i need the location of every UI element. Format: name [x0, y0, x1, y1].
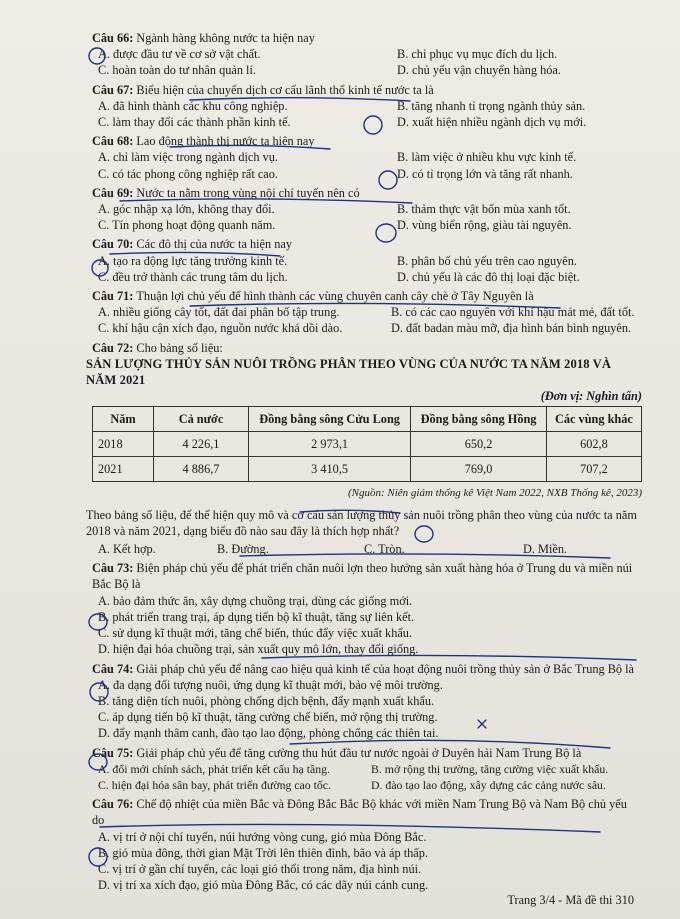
- option-d: D. Miền.: [523, 542, 568, 557]
- option-a: A. góc nhập xạ lớn, không thay đổi.: [98, 202, 275, 217]
- cell-value: 650,2: [411, 432, 547, 457]
- question-number: Câu 70:: [92, 237, 134, 252]
- question-number: Câu 76:: [92, 797, 134, 812]
- table-source: (Nguồn: Niên giám thống kê Việt Nam 2022, NXB Thống kê, 2023): [347, 487, 642, 500]
- option-d: D. đẩy mạnh thâm canh, đào tạo lao động, phòng chống các thiên tai.: [98, 726, 439, 741]
- table-row: [93, 457, 642, 482]
- cell-value: 602,8: [546, 432, 641, 457]
- option-d: D. đất badan màu mỡ, địa hình bán bình nguyên.: [391, 321, 632, 336]
- question-text: Thuận lợi chủ yếu để hình thành các vùng chuyên canh cây chè ở Tây Nguyên là: [136, 289, 534, 304]
- question-number: Câu 68:: [92, 134, 134, 149]
- question-number: Câu 66:: [92, 31, 134, 45]
- page-footer: Trang 3/4 - Mã đề thi 310: [507, 893, 634, 907]
- option-d: D. hiện đại hóa chuồng trại, sản xuất quy mô lớn, thay đổi giống.: [98, 642, 419, 657]
- option-d: D. xuất hiện nhiều ngành dịch vụ mới.: [397, 115, 587, 130]
- question-text: Nước ta nằm trong vùng nội chí tuyến nên có: [136, 185, 360, 200]
- header-other: Các vùng khác: [546, 407, 641, 432]
- question-text: Lao động thành thị nước ta hiện nay: [136, 134, 315, 149]
- option-b: B. Đường.: [217, 542, 269, 557]
- option-d: D. chủ yếu vận chuyển hàng hóa.: [397, 63, 561, 78]
- cell-value: 4 226,1: [154, 432, 249, 457]
- question-number: Câu 69:: [92, 185, 134, 200]
- question-67: [92, 82, 642, 131]
- option-b: B. có các cao nguyên với khí hậu mát mẻ, đất tốt.: [391, 305, 635, 320]
- header-year: Năm: [93, 407, 154, 432]
- option-a: A. tạo ra động lực tăng trưởng kinh tế.: [98, 253, 288, 268]
- question-70: [92, 236, 642, 285]
- question-number: Câu 74:: [92, 661, 134, 676]
- option-c: C. Tròn.: [364, 542, 405, 557]
- question-number: Câu 75:: [92, 745, 134, 760]
- question-68: [92, 133, 642, 182]
- option-d: D. đào tạo lao động, xây dựng các cảng nước sâu.: [371, 777, 606, 792]
- question-72: [86, 340, 642, 558]
- option-c: C. sử dụng kĩ thuật mới, tăng chế biến, thúc đẩy việc xuất khẩu.: [98, 626, 413, 641]
- option-a: A. vị trí ở nội chí tuyến, núi hướng vòng cung, gió mùa Đông Bắc.: [98, 829, 427, 844]
- option-b: B. làm việc ở nhiều khu vực kinh tế.: [397, 150, 577, 165]
- question-text: Chế độ nhiệt của miền Bắc và Đông Bắc Bắc Bộ khác với miền Nam Trung Bộ và Nam Bộ chủ yếu do: [92, 797, 627, 828]
- cell-value: 2 973,1: [249, 432, 411, 457]
- table-row: [93, 432, 642, 457]
- table-title: SẢN LƯỢNG THỦY SẢN NUÔI TRỒNG PHÂN THEO VÙNG CỦA NƯỚC TA NĂM 2018 VÀ NĂM 2021: [86, 356, 612, 388]
- option-a: A. Kết hợp.: [98, 542, 156, 557]
- question-number: Câu 71:: [92, 289, 134, 304]
- question-75: [92, 745, 642, 794]
- question-text: Các đô thị của nước ta hiện nay: [136, 237, 292, 252]
- table-unit: (Đơn vị: Nghìn tấn): [540, 389, 642, 404]
- option-c: C. khí hậu cận xích đạo, nguồn nước khá dồi dào.: [98, 321, 343, 336]
- question-72-prompt: Theo bảng số liệu, để thể hiện quy mô và cơ cấu sản lượng thủy sản nuôi trồng phân theo vùng của nước ta năm 2018 và năm 2021, dạng biểu đồ nào sau đây là thích hợp nhất?: [86, 507, 637, 538]
- option-c: C. làm thay đổi các thành phần kinh tế.: [98, 115, 291, 130]
- header-country: Cả nước: [154, 407, 249, 432]
- option-a: A. nhiều giống cây tốt, đất đai phân bố tập trung.: [98, 305, 340, 320]
- option-d: D. chủ yếu là các đô thị loại đặc biệt.: [397, 269, 580, 284]
- question-76: [92, 796, 642, 893]
- question-text: Biểu hiện của chuyển dịch cơ cấu lãnh thổ kinh tế nước ta là: [136, 82, 434, 97]
- cell-year: 2018: [93, 432, 154, 457]
- option-b: B. thảm thực vật bốn mùa xanh tốt.: [397, 202, 571, 217]
- option-a: A. đa dạng đối tượng nuôi, ứng dụng kĩ thuật mới, bảo vệ môi trường.: [98, 677, 443, 692]
- question-text: Cho bảng số liệu:: [136, 340, 223, 355]
- option-c: C. Tín phong hoạt động quanh năm.: [98, 218, 276, 233]
- question-number: Câu 73:: [92, 561, 134, 576]
- cell-value: 707,2: [546, 457, 641, 482]
- question-66: [92, 30, 642, 79]
- option-b: B. chỉ phục vụ mục đích du lịch.: [397, 47, 558, 62]
- question-text: Biện pháp chủ yếu để phát triển chăn nuôi lợn theo hướng sản xuất hàng hóa ở Trung du và miền núi Bắc Bộ là: [92, 561, 633, 592]
- option-b: B. tăng nhanh tỉ trọng ngành thủy sản.: [397, 98, 586, 113]
- option-d: D. vị trí xa xích đạo, gió mùa Đông Bắc, có các dãy núi cánh cung.: [98, 878, 429, 893]
- option-d: D. vùng biển rộng, giàu tài nguyên.: [397, 218, 572, 233]
- question-text: Ngành hàng không nước ta hiện nay: [136, 31, 315, 45]
- cell-value: 769,0: [411, 457, 547, 482]
- option-a: A. đổi mới chính sách, phát triển kết cấu hạ tầng.: [98, 761, 330, 776]
- header-mekong: Đồng bằng sông Cửu Long: [249, 407, 411, 432]
- option-c: C. đều trở thành các trung tâm du lịch.: [98, 269, 288, 284]
- question-number: Câu 67:: [92, 82, 134, 97]
- option-a: A. đã hình thành các khu công nghiệp.: [98, 98, 288, 113]
- option-b: B. phân bố chủ yếu trên cao nguyên.: [397, 253, 577, 268]
- option-a: A. bảo đảm thức ăn, xây dựng chuồng trại, dùng các giống mới.: [98, 593, 413, 608]
- question-74: [92, 661, 642, 742]
- cell-value: 4 886,7: [154, 457, 249, 482]
- option-c: C. hoàn toàn do tư nhân quản lí.: [98, 63, 256, 78]
- question-number: Câu 72:: [92, 340, 134, 355]
- question-text: Giải pháp chủ yếu để tăng cường thu hút đầu tư nước ngoài ở Duyên hải Nam Trung Bộ là: [136, 745, 582, 760]
- question-73: [92, 560, 642, 657]
- option-c: C. có tác phong công nghiệp rất cao.: [98, 166, 278, 181]
- option-b: B. gió mùa đông, thời gian Mặt Trời lên thiên đỉnh, bão và áp thấp.: [98, 845, 428, 860]
- table-header-row: [93, 407, 642, 432]
- option-b: B. mở rộng thị trường, tăng cường việc xuất khẩu.: [371, 761, 609, 776]
- cell-value: 3 410,5: [249, 457, 411, 482]
- option-c: C. áp dụng tiến bộ kĩ thuật, tăng cường chế biến, mở rộng thị trường.: [98, 710, 438, 725]
- option-c: C. vị trí ở gần chí tuyến, các loại gió thổi trong năm, địa hình núi.: [98, 861, 422, 876]
- data-table: [92, 406, 642, 482]
- option-c: C. hiện đại hóa sân bay, phát triển đường cao tốc.: [98, 777, 331, 792]
- option-a: A. được đầu tư về cơ sở vật chất.: [98, 47, 261, 62]
- question-71: [92, 288, 642, 337]
- option-a: A. chỉ làm việc trong ngành dịch vụ.: [98, 150, 278, 165]
- option-b: B. tăng diện tích nuôi, phòng chống dịch bệnh, đẩy mạnh xuất khẩu.: [98, 693, 435, 708]
- question-text: Giải pháp chủ yếu để nâng cao hiệu quả kinh tế của hoạt động nuôi trồng thủy sản ở Bắc Trung Bộ là: [136, 661, 635, 676]
- cell-year: 2021: [93, 457, 154, 482]
- option-b: B. phát triển trang trại, áp dụng tiến bộ kĩ thuật, tăng sự liên kết.: [98, 609, 415, 624]
- option-d: D. có tỉ trọng lớn và tăng rất nhanh.: [397, 166, 573, 181]
- question-69: [92, 185, 642, 234]
- header-red-river: Đồng bằng sông Hồng: [411, 407, 547, 432]
